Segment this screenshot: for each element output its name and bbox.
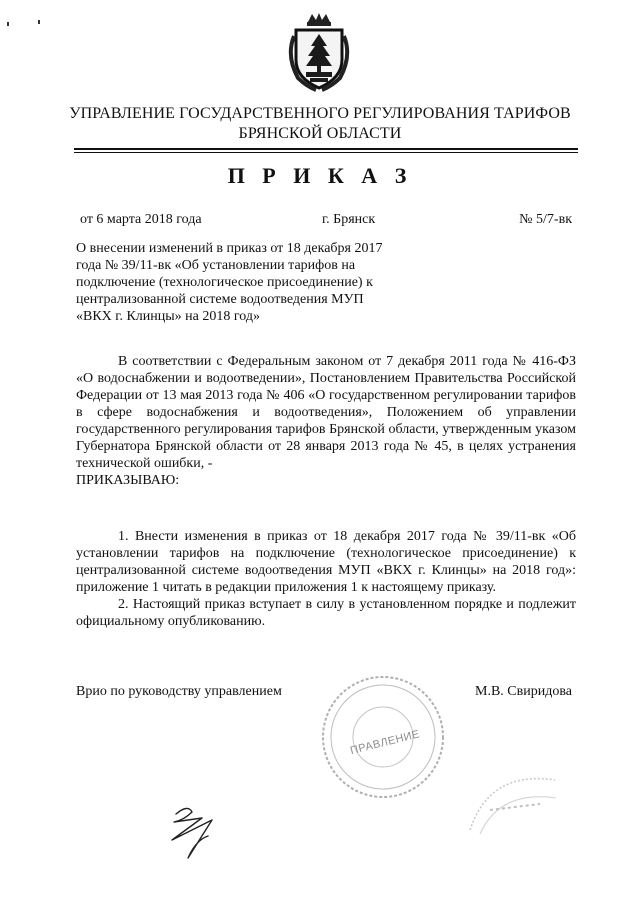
subject-line: года № 39/11-вк «Об установлении тарифов на [76, 258, 356, 273]
stamp-label: ПРАВЛЕНИЕ [349, 728, 422, 758]
subject-line: «ВКХ г. Клинцы» на 2018 год» [76, 309, 260, 324]
order-subject [76, 240, 436, 325]
order-items [76, 528, 576, 630]
official-stamp [318, 672, 448, 802]
handwritten-signature [162, 800, 222, 864]
order-preamble [76, 353, 576, 489]
scan-speck [7, 22, 9, 26]
order-city: г. Брянск [322, 212, 376, 227]
subject-line: О внесении изменений в приказ от 18 декабря 2017 [76, 241, 383, 256]
organization-title-line2: БРЯНСКОЙ ОБЛАСТИ [238, 125, 402, 142]
document-type-title: П Р И К А З [227, 163, 413, 188]
organization-title-line1: УПРАВЛЕНИЕ ГОСУДАРСТВЕННОГО РЕГУЛИРОВАНИЯ ТАРИФОВ [69, 105, 571, 122]
scan-speck [38, 20, 40, 24]
subject-line: подключение (технологическое присоединение) к [76, 275, 373, 290]
organization-title [0, 104, 640, 144]
stamp-fragment [460, 760, 560, 840]
subject-line: централизованной системе водоотведения МУП [76, 292, 364, 307]
preamble-paragraph: В соответствии с Федеральным законом от 7 декабря 2011 года № 416-ФЗ «О водоснабжении и водоотведении», Постановлением Правительства Российской Федерации от 13 мая 2013 года № 406 «О государственном регулировании тарифов в сфере водоснабжения и водоотведения», Положением об управлении государственного регулирования тарифов Брянской области, утвержденным указом Губернатора Брянской области от 28 января 2013 года № 45, в целях устранения технической ошибки, - [76, 354, 576, 471]
order-date: от 6 марта 2018 года [80, 212, 202, 227]
signatory-position: Врио по руководству управлением [76, 684, 282, 699]
order-item-1: 1. Внести изменения в приказ от 18 декабря 2017 года № 39/11-вк «Об установлении тарифов на подключение (технологическое присоединение) к централизованной системе водоотведения МУП «ВКХ г. Клинцы» на 2018 год»: приложение 1 читать в редакции приложения 1 к настоящему приказу. [76, 529, 576, 595]
order-item-2: 2. Настоящий приказ вступает в силу в установленном порядке и подлежит официальному опубликованию. [76, 597, 576, 629]
header-rule-thin [74, 152, 578, 153]
coat-of-arms-icon [286, 12, 352, 94]
header-rule-thick [74, 148, 578, 150]
signatory-name: М.В. Свиридова [475, 684, 572, 699]
order-number: № 5/7-вк [519, 212, 572, 227]
order-directive: ПРИКАЗЫВАЮ: [76, 473, 180, 488]
